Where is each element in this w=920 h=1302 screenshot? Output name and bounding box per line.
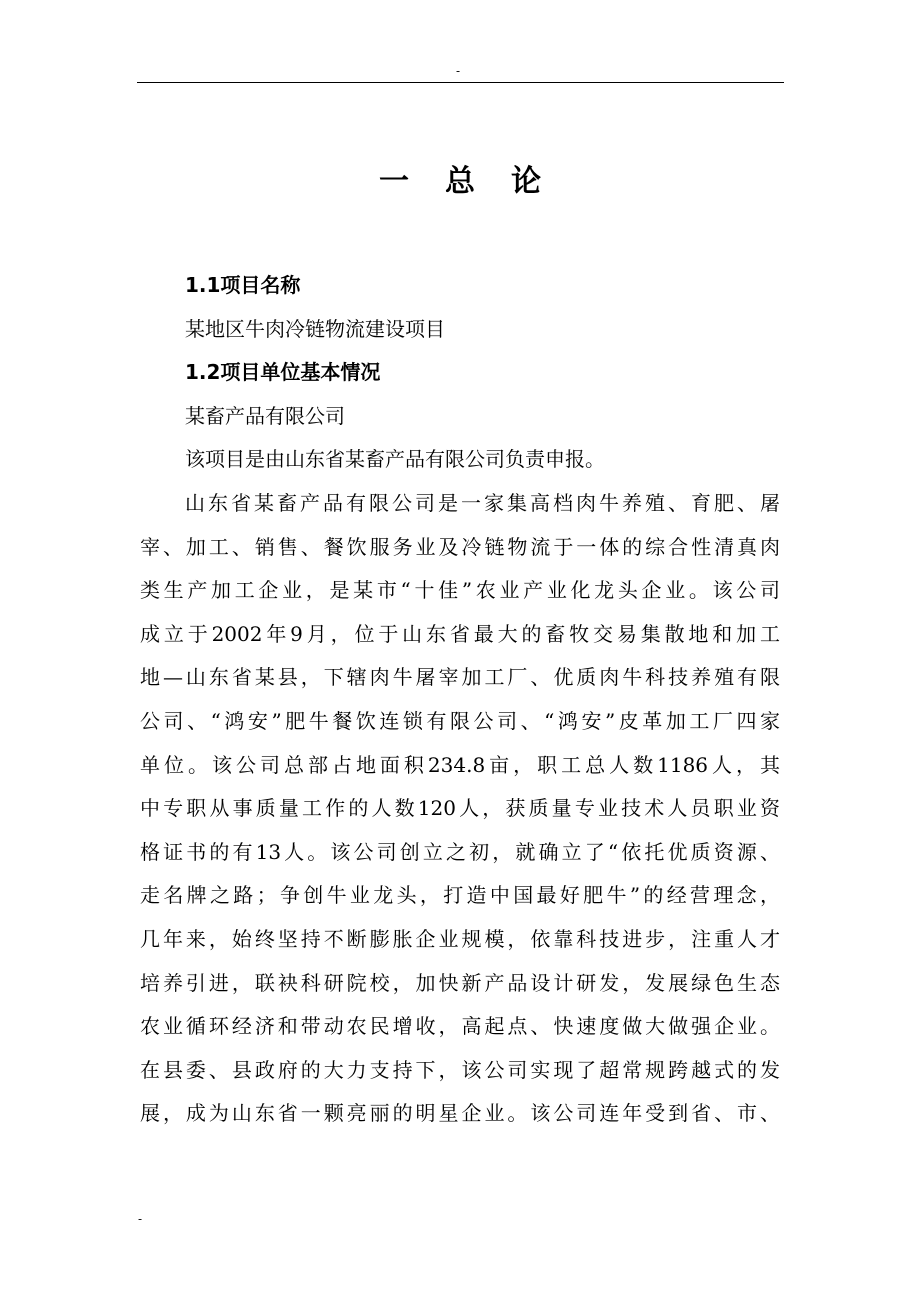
paragraph-line: 宰、加工、销售、餐饮服务业及冷链物流于一体的综合性清真肉 (140, 534, 780, 559)
paragraph-line: 培养引进，联袂科研院校，加快新产品设计研发，发展绿色生态 (140, 970, 780, 995)
paragraph-line: 公司、“鸿安”肥牛餐饮连锁有限公司、“鸿安”皮革加工厂四家 (140, 708, 780, 733)
paragraph-line: 展，成为山东省一颗亮丽的明星企业。该公司连年受到省、市、 (140, 1101, 780, 1126)
document-body (140, 264, 780, 1136)
paragraph-line: 农业循环经济和带动农民增收，高起点、快速度做大做强企业。 (140, 1014, 780, 1039)
paragraph-line: 在县委、县政府的大力支持下，该公司实现了超常规跨越式的发 (140, 1057, 780, 1082)
paragraph-line: 类生产加工企业，是某市“十佳”农业产业化龙头企业。该公司 (140, 578, 780, 603)
report-statement: 该项目是由山东省某畜产品有限公司负责申报。 (185, 447, 605, 472)
paragraph-line: 单位。该公司总部占地面积234.8亩，职工总人数1186人，其 (140, 752, 780, 777)
header-mark: - (456, 64, 461, 78)
paragraph-line: 格证书的有13人。该公司创立之初，就确立了“依托优质资源、 (140, 839, 780, 864)
paragraph-line: 山东省某畜产品有限公司是一家集高档肉牛养殖、育肥、屠 (185, 490, 780, 515)
company-description-paragraph (140, 482, 780, 1136)
paragraph-line: 成立于2002年9月，位于山东省最大的畜牧交易集散地和加工 (140, 621, 780, 646)
footer-mark: - (138, 1212, 143, 1226)
paragraph-line: 走名牌之路；争创牛业龙头，打造中国最好肥牛”的经营理念， (140, 883, 780, 908)
company-name: 某畜产品有限公司 (185, 403, 345, 428)
section-heading-1-1: 1.1项目名称 (185, 273, 301, 297)
chapter-title: 一总论 (379, 164, 577, 199)
paragraph-line: 地—山东省某县，下辖肉牛屠宰加工厂、优质肉牛科技养殖有限 (140, 665, 780, 690)
paragraph-line: 几年来，始终坚持不断膨胀企业规模，依靠科技进步，注重人才 (140, 926, 780, 951)
section-heading-1-2: 1.2项目单位基本情况 (185, 360, 381, 385)
header-rule (137, 82, 784, 83)
paragraph-line: 中专职从事质量工作的人数120人，获质量专业技术人员职业资 (140, 796, 780, 821)
project-name: 某地区牛肉冷链物流建设项目 (185, 316, 445, 341)
